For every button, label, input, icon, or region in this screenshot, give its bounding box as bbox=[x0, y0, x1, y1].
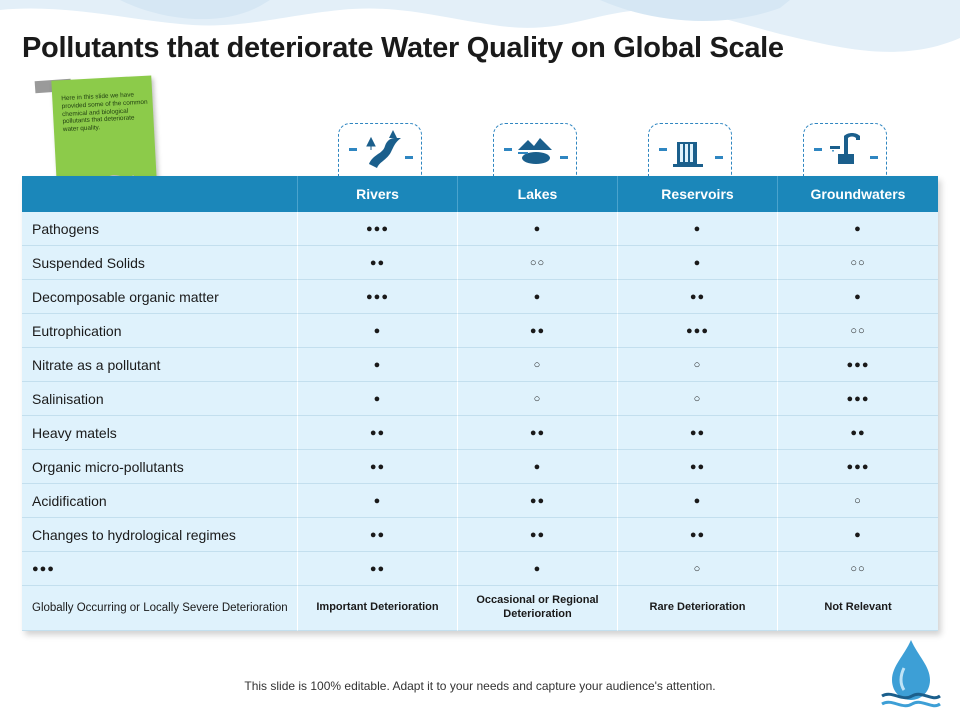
table-header-row bbox=[22, 176, 938, 212]
rating-cell: ● bbox=[778, 212, 938, 246]
rating-cell: ●●● bbox=[778, 348, 938, 382]
rating-cell: ●●● bbox=[618, 314, 778, 348]
rating-cell: ●● bbox=[298, 450, 458, 484]
table-row bbox=[22, 314, 938, 348]
rating-cell: ●●● bbox=[298, 212, 458, 246]
slide-title: Pollutants that deteriorate Water Quality on Global Scale bbox=[22, 32, 784, 64]
rating-cell: ○ bbox=[778, 484, 938, 518]
rating-cell: ●●● bbox=[778, 450, 938, 484]
rating-cell: ○ bbox=[618, 382, 778, 416]
legend-symbol: ○○ bbox=[778, 552, 938, 586]
legend-rare: Rare Deterioration bbox=[618, 586, 778, 631]
rating-cell: ●● bbox=[458, 416, 618, 450]
rating-cell: ● bbox=[298, 348, 458, 382]
legend-symbol: ●● bbox=[298, 552, 458, 586]
header-reservoirs: Reservoirs bbox=[618, 176, 778, 212]
water-drop-logo-icon bbox=[878, 638, 944, 710]
footer-text: This slide is 100% editable. Adapt it to your needs and capture your audience's attention. bbox=[244, 679, 716, 693]
rating-cell: ● bbox=[298, 314, 458, 348]
lakes-icon-box bbox=[493, 123, 577, 180]
rating-cell: ●● bbox=[458, 484, 618, 518]
rating-cell: ○ bbox=[458, 348, 618, 382]
legend-not-relevant: Not Relevant bbox=[778, 586, 938, 631]
row-label: Heavy matels bbox=[22, 416, 298, 450]
table-row bbox=[22, 382, 938, 416]
rating-cell: ●● bbox=[298, 246, 458, 280]
sticky-note bbox=[51, 75, 156, 184]
table-row bbox=[22, 280, 938, 314]
rating-cell: ●● bbox=[618, 416, 778, 450]
rating-cell: ● bbox=[618, 484, 778, 518]
table-row bbox=[22, 450, 938, 484]
row-label: Suspended Solids bbox=[22, 246, 298, 280]
rating-cell: ●● bbox=[458, 314, 618, 348]
row-label: Nitrate as a pollutant bbox=[22, 348, 298, 382]
legend-symbol: ● bbox=[458, 552, 618, 586]
rating-cell: ● bbox=[298, 484, 458, 518]
rating-cell: ●● bbox=[618, 518, 778, 552]
rating-cell: ●● bbox=[298, 518, 458, 552]
row-label: Changes to hydrological regimes bbox=[22, 518, 298, 552]
row-label: Acidification bbox=[22, 484, 298, 518]
table-row bbox=[22, 518, 938, 552]
pollutants-table bbox=[22, 176, 938, 631]
rating-cell: ○○ bbox=[458, 246, 618, 280]
rating-cell: ● bbox=[618, 212, 778, 246]
rating-cell: ●●● bbox=[298, 280, 458, 314]
rating-cell: ● bbox=[618, 246, 778, 280]
rating-cell: ●●● bbox=[778, 382, 938, 416]
rating-cell: ○ bbox=[458, 382, 618, 416]
header-rivers: Rivers bbox=[298, 176, 458, 212]
groundwater-pump-icon bbox=[804, 124, 886, 180]
river-icon bbox=[339, 124, 421, 180]
row-label: Eutrophication bbox=[22, 314, 298, 348]
legend-row bbox=[22, 586, 938, 631]
rating-cell: ● bbox=[458, 450, 618, 484]
rating-cell: ●● bbox=[458, 518, 618, 552]
row-label: ●●● bbox=[22, 552, 298, 586]
table-row bbox=[22, 416, 938, 450]
groundwaters-icon-box bbox=[803, 123, 887, 180]
header-groundwaters: Groundwaters bbox=[778, 176, 938, 212]
sticky-note-text: Here in this slide we have provided some of the common chemical and biological pollutants that deteriorate water quality. bbox=[61, 91, 148, 134]
header-lakes: Lakes bbox=[458, 176, 618, 212]
table-row bbox=[22, 484, 938, 518]
legend-important: Important Deterioration bbox=[298, 586, 458, 631]
rating-cell: ● bbox=[778, 518, 938, 552]
reservoirs-icon-box bbox=[648, 123, 732, 180]
row-label: Decomposable organic matter bbox=[22, 280, 298, 314]
rating-cell: ○ bbox=[618, 348, 778, 382]
rating-cell: ●● bbox=[618, 450, 778, 484]
rating-cell: ●● bbox=[778, 416, 938, 450]
header-corner bbox=[22, 176, 298, 212]
legend-occasional: Occasional or Regional Deterioration bbox=[458, 586, 618, 631]
rating-cell: ○○ bbox=[778, 314, 938, 348]
rating-cell: ● bbox=[778, 280, 938, 314]
lake-icon bbox=[494, 124, 576, 180]
row-label: Organic micro-pollutants bbox=[22, 450, 298, 484]
rating-cell: ●● bbox=[298, 416, 458, 450]
reservoir-icon bbox=[649, 124, 731, 180]
legend-label: Globally Occurring or Locally Severe Deterioration bbox=[22, 586, 298, 631]
row-label: Salinisation bbox=[22, 382, 298, 416]
rivers-icon-box bbox=[338, 123, 422, 180]
rating-cell: ● bbox=[458, 212, 618, 246]
table-row bbox=[22, 212, 938, 246]
legend-symbol-row bbox=[22, 552, 938, 586]
table-row bbox=[22, 246, 938, 280]
rating-cell: ● bbox=[458, 280, 618, 314]
row-label: Pathogens bbox=[22, 212, 298, 246]
table-row bbox=[22, 348, 938, 382]
legend-symbol: ○ bbox=[618, 552, 778, 586]
rating-cell: ○○ bbox=[778, 246, 938, 280]
rating-cell: ● bbox=[298, 382, 458, 416]
rating-cell: ●● bbox=[618, 280, 778, 314]
